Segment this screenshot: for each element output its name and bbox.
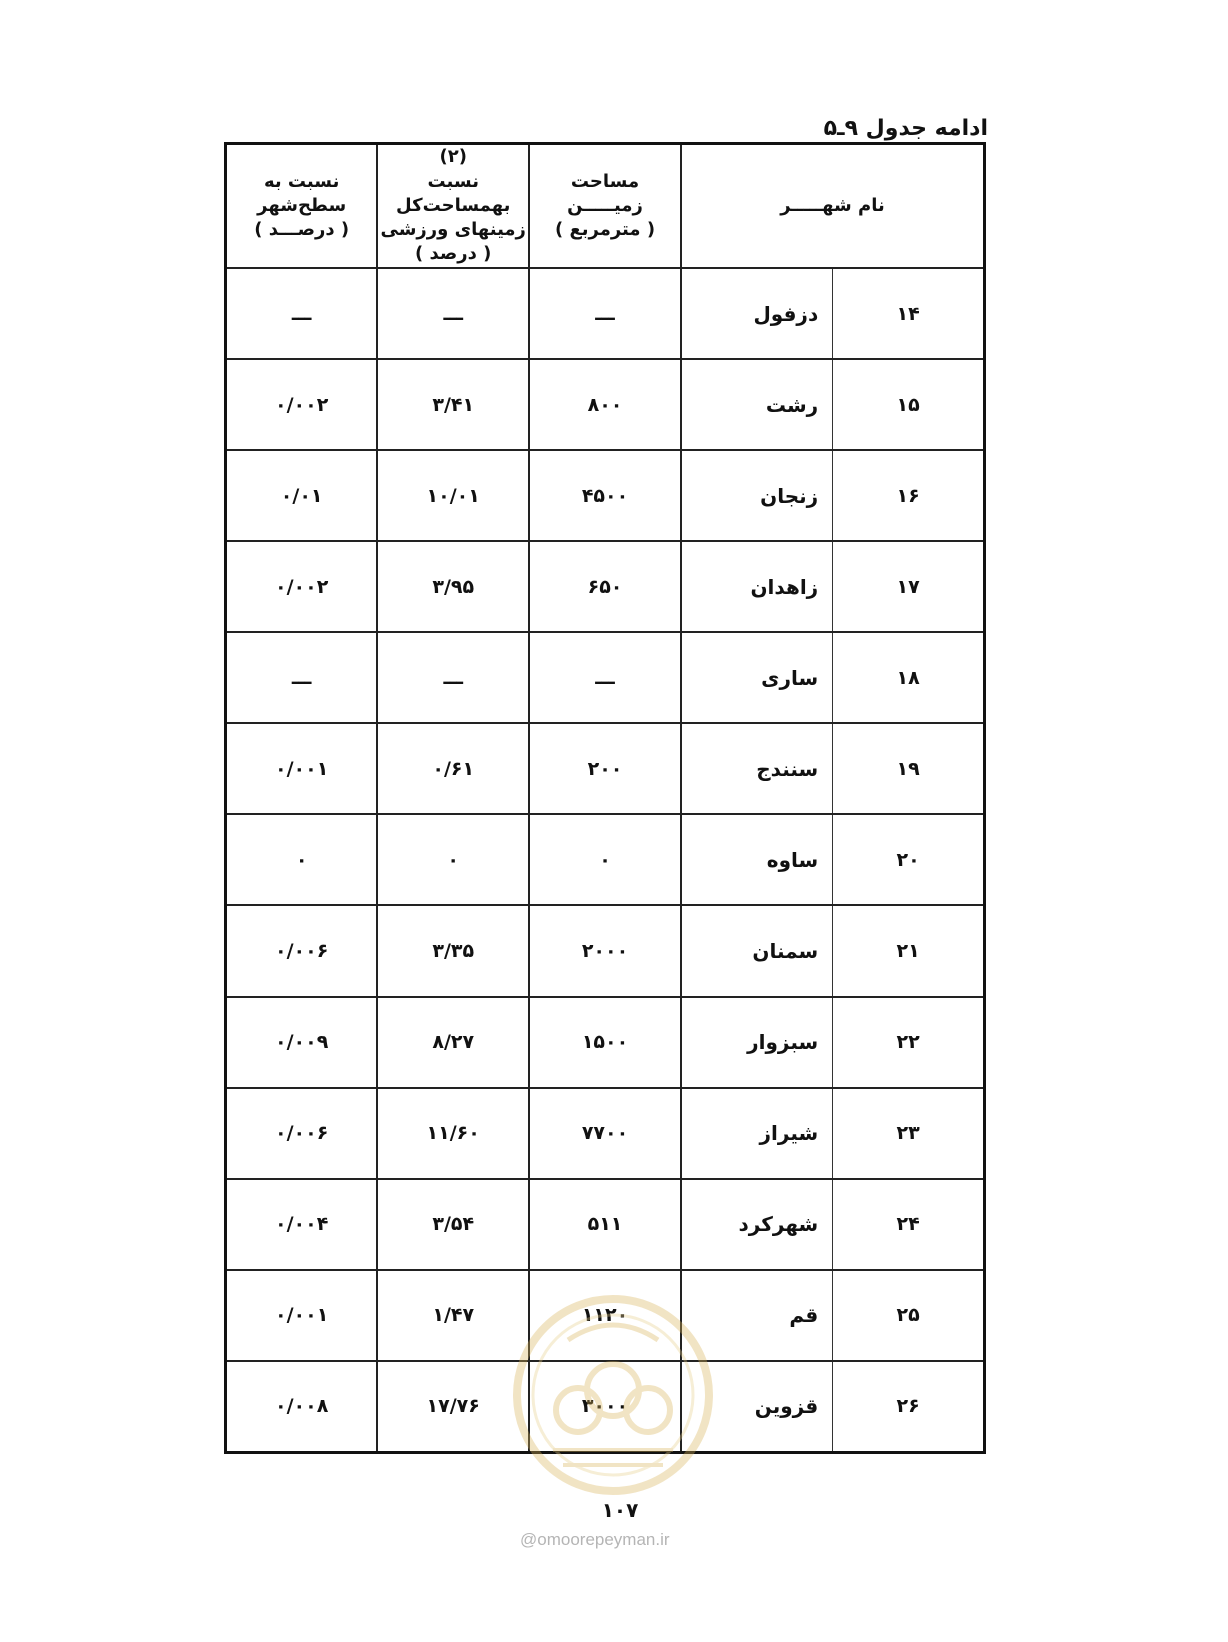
land-area: ۵۱۱ bbox=[529, 1179, 681, 1270]
ratio-city: ۰/۰۰۸ bbox=[226, 1361, 378, 1453]
table-row bbox=[226, 632, 985, 723]
table-row bbox=[226, 905, 985, 996]
land-area: ۸۰۰ bbox=[529, 359, 681, 450]
page-number: ۱۰۷ bbox=[601, 1498, 639, 1522]
table-header-row bbox=[226, 144, 985, 269]
table-row bbox=[226, 268, 985, 359]
ratio-city: ۰/۰۰۱ bbox=[226, 1270, 378, 1361]
ratio-sports: ۰/۶۱ bbox=[377, 723, 529, 814]
city-name: سمنان bbox=[681, 905, 833, 996]
land-area: ۱۱۲۰ bbox=[529, 1270, 681, 1361]
table-row bbox=[226, 359, 985, 450]
ratio-sports: ۱۰/۰۱ bbox=[377, 450, 529, 541]
row-number: ۱۵ bbox=[833, 359, 985, 450]
header-ratio-sports-line-2: زمینهای ورزشی bbox=[380, 219, 526, 241]
city-sports-land-table bbox=[224, 142, 986, 1454]
row-number: ۲۱ bbox=[833, 905, 985, 996]
row-number: ۲۳ bbox=[833, 1088, 985, 1179]
header-ratio-sports bbox=[377, 144, 529, 269]
table-row bbox=[226, 1179, 985, 1270]
table-row bbox=[226, 541, 985, 632]
header-ratio-sports-line-3: ( درصد ) bbox=[415, 243, 492, 265]
ratio-city: ۰/۰۰۶ bbox=[226, 1088, 378, 1179]
land-area: ۰ bbox=[529, 814, 681, 905]
header-ratio-city-line-2: ( درصـــد ) bbox=[254, 219, 350, 241]
row-number: ۲۴ bbox=[833, 1179, 985, 1270]
row-number: ۲۲ bbox=[833, 997, 985, 1088]
table-row bbox=[226, 450, 985, 541]
ratio-city: ۰/۰۰۱ bbox=[226, 723, 378, 814]
ratio-sports: ـــ bbox=[377, 268, 529, 359]
header-ratio-sports-line-1: نسبت بهمساحت‌کل bbox=[396, 170, 511, 216]
ratio-city: ـــ bbox=[226, 632, 378, 723]
watermark-logo bbox=[508, 1290, 718, 1500]
header-land-area-line-2: ( مترمربع ) bbox=[554, 219, 656, 241]
city-name: قزوین bbox=[681, 1361, 833, 1453]
header-land-area-line-1: مساحت زمیـــــن bbox=[567, 170, 643, 216]
land-area: ۱۵۰۰ bbox=[529, 997, 681, 1088]
ratio-city: ـــ bbox=[226, 268, 378, 359]
header-city-name: نام شهـــــر bbox=[681, 144, 985, 269]
row-number: ۱۴ bbox=[833, 268, 985, 359]
ratio-city: ۰/۰۰۹ bbox=[226, 997, 378, 1088]
ratio-city: ۰/۰۰۲ bbox=[226, 359, 378, 450]
ratio-city: ۰/۰۱ bbox=[226, 450, 378, 541]
city-name: ساوه bbox=[681, 814, 833, 905]
land-area: ۶۵۰ bbox=[529, 541, 681, 632]
header-land-area bbox=[529, 144, 681, 269]
land-area: ـــ bbox=[529, 632, 681, 723]
table-row bbox=[226, 723, 985, 814]
row-number: ۱۷ bbox=[833, 541, 985, 632]
table-caption: ادامه جدول ۹ـ۵ bbox=[823, 116, 988, 141]
row-number: ۲۵ bbox=[833, 1270, 985, 1361]
data-table-container bbox=[224, 142, 986, 1454]
land-area: ۴۵۰۰ bbox=[529, 450, 681, 541]
ratio-sports: ۰ bbox=[377, 814, 529, 905]
ratio-sports: ۳/۵۴ bbox=[377, 1179, 529, 1270]
ratio-sports: ۳/۳۵ bbox=[377, 905, 529, 996]
city-name: سبزوار bbox=[681, 997, 833, 1088]
ratio-sports: ۱۷/۷۶ bbox=[377, 1361, 529, 1453]
ratio-city: ۰/۰۰۶ bbox=[226, 905, 378, 996]
row-number: ۱۹ bbox=[833, 723, 985, 814]
table-row bbox=[226, 997, 985, 1088]
city-name: زنجان bbox=[681, 450, 833, 541]
city-name: ساری bbox=[681, 632, 833, 723]
row-number: ۱۶ bbox=[833, 450, 985, 541]
gear-seal-icon bbox=[508, 1290, 718, 1500]
watermark-site: @omoorepeyman.ir bbox=[520, 1530, 670, 1549]
city-name: سنندج bbox=[681, 723, 833, 814]
ratio-sports: ۳/۴۱ bbox=[377, 359, 529, 450]
ratio-sports: ۱۱/۶۰ bbox=[377, 1088, 529, 1179]
ratio-city: ۰ bbox=[226, 814, 378, 905]
city-name: قم bbox=[681, 1270, 833, 1361]
ratio-sports: ۱/۴۷ bbox=[377, 1270, 529, 1361]
land-area: ۷۷۰۰ bbox=[529, 1088, 681, 1179]
land-area: ـــ bbox=[529, 268, 681, 359]
table-row bbox=[226, 1088, 985, 1179]
row-number: ۲۰ bbox=[833, 814, 985, 905]
row-number: ۱۸ bbox=[833, 632, 985, 723]
table-row bbox=[226, 814, 985, 905]
header-ratio-city-line-1: نسبت به سطح‌شهر bbox=[257, 170, 347, 216]
land-area: ۲۰۰ bbox=[529, 723, 681, 814]
ratio-city: ۰/۰۰۲ bbox=[226, 541, 378, 632]
ratio-city: ۰/۰۰۴ bbox=[226, 1179, 378, 1270]
city-name: زاهدان bbox=[681, 541, 833, 632]
land-area: ۲۰۰۰ bbox=[529, 905, 681, 996]
city-name: رشت bbox=[681, 359, 833, 450]
city-name: شیراز bbox=[681, 1088, 833, 1179]
header-ratio-sports-footnote: (۲) bbox=[439, 146, 467, 168]
ratio-sports: ـــ bbox=[377, 632, 529, 723]
land-area: ۳۰۰۰ bbox=[529, 1361, 681, 1453]
city-name: دزفول bbox=[681, 268, 833, 359]
ratio-sports: ۳/۹۵ bbox=[377, 541, 529, 632]
ratio-sports: ۸/۲۷ bbox=[377, 997, 529, 1088]
row-number: ۲۶ bbox=[833, 1361, 985, 1453]
header-ratio-city bbox=[226, 144, 378, 269]
city-name: شهرکرد bbox=[681, 1179, 833, 1270]
